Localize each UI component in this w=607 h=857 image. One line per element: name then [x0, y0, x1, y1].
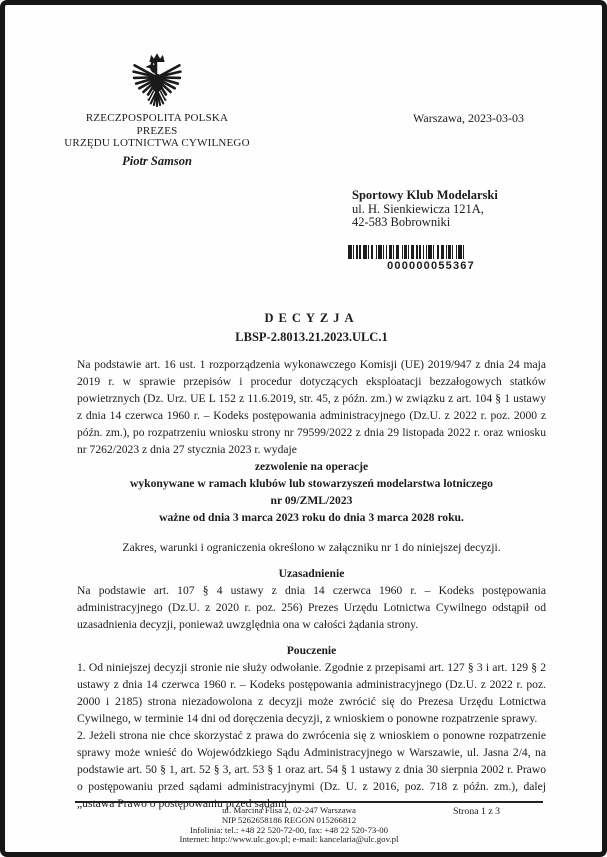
grant-line-4: ważne od dnia 3 marca 2023 roku do dnia 3 marca 2028 roku. [159, 511, 464, 524]
grant-line-2: wykonywane w ramach klubów lub stowarzyszeń modelarstwa lotniczego [130, 477, 493, 490]
grant-line-3: nr 09/ZML/2023 [270, 494, 353, 507]
authority-line-1: RZECZPOSPOLITA POLSKA [85, 112, 229, 124]
scope-note: Zakres, warunki i ograniczenia określono w załączniku nr 1 do niniejszej decyzji. [122, 541, 501, 554]
justification-heading: Uzasadnienie [278, 567, 345, 580]
footer-phones: Infolinia: tel.: +48 22 520-72-00, fax: +48 22 520-73-00 [189, 824, 389, 835]
place-and-date: Warszawa, 2023-03-03 [413, 111, 524, 125]
addressee-city: 42-583 Bobrowniki [352, 215, 451, 229]
grant-line-1: zezwolenie na operacje [254, 460, 369, 473]
authority-line-2: PREZES [136, 124, 178, 137]
decision-body [77, 310, 546, 812]
barcode-icon [348, 245, 514, 259]
footer-web-email: Internet: http://www.ulc.gov.pl; e-mail: kancelaria@ulc.gov.pl [179, 834, 399, 845]
addressee-block [352, 189, 498, 230]
footer-ids: NIP 5262658186 REGON 015266812 [221, 814, 357, 825]
polish-eagle-emblem-icon [132, 52, 182, 109]
footer-address: ul. Marcina Flisa 2, 02-247 Warszawa [222, 805, 356, 815]
addressee-name: Sportowy Klub Modelarski [352, 188, 498, 202]
legal-basis-paragraph: Na podstawie art. 16 ust. 1 rozporządzenia wykonawczego Komisji (UE) 2019/947 z dnia 24 maja 2019 r. w sprawie przepisów i procedur dotyczących eksploatacji bezzałogowych statków powietrznych (Dz. Urz. UE L 152 z 11.6.2019, str. 45, z późn. zm.) w związku z art. 104 § 1 ustawy z dnia 14 czerwca 1960 r. – Kodeks postępowania administracyjnego (Dz.U. z 2022 r. poz. 2000 z późn. zm.), po rozpatrzeniu wniosku strony nr 79599/2022 z dnia 29 listopada 2022 r. oraz wniosku nr 7262/2023 z dnia 27 stycznia 2023 r. wydaje [77, 358, 546, 456]
document-title: DECYZJA [264, 311, 359, 325]
issuing-authority [43, 112, 271, 150]
instruction-paragraph-1: 1. Od niniejszej decyzji stronie nie służy odwołanie. Zgodnie z przepisami art. 127 § 3 i art. 129 § 2 ustawy z dnia 14 czerwca 1960 r. – Kodeks postępowania administracyjnego (Dz.U. z 2022 r. poz. 2000 i 2185) strona niezadowolona z decyzji może zwrócić się do Prezesa Urzędu Lotnictwa Cywilnego, w terminie 14 dni od doręczenia decyzji, z wnioskiem o ponowne rozpatrzenie sprawy. [77, 661, 546, 725]
justification-paragraph: Na podstawie art. 107 § 4 ustawy z dnia 14 czerwca 1960 r. – Kodeks postępowania administracyjnego (Dz.U. z 2020 r. poz. 256) Prezes Urzędu Lotnictwa Cywilnego odstąpił od uzasadnienia decyzji, ponieważ uwzględnia ona w całości żądania strony. [77, 584, 546, 631]
instruction-heading: Pouczenie [286, 644, 337, 657]
authority-line-3: URZĘDU LOTNICTWA CYWILNEGO [64, 137, 250, 149]
footer-contact-block [77, 806, 501, 845]
page-indicator: Strona 1 z 3 [453, 806, 501, 817]
case-number: LBSP-2.8013.21.2023.ULC.1 [235, 330, 388, 344]
signatory-name: Piotr Samson [122, 154, 192, 168]
instruction-paragraph-2: 2. Jeżeli strona nie chce skorzystać z prawa do zwrócenia się z wnioskiem o ponowne rozpatrzenie sprawy może wnieść do Wojewódzkiego Sądu Administracyjnego w Warszawie, ul. Jasna 2/4, na podstawie art. 50 § 1, art. 52 § 3, art. 53 § 1 oraz art. 54 § 1 ustawy z dnia 30 sierpnia 2002 r. Prawo o postępowaniu przed sądami administracyjnymi (Dz. U. z 2016, poz. 718 z późn. zm.), dalej „ustawa Prawo o postępowaniu przed sądami [77, 729, 546, 810]
barcode-block [348, 245, 514, 272]
barcode-number: 000000055367 [387, 260, 475, 272]
addressee-street: ul. H. Sienkiewicza 121A, [352, 201, 484, 216]
footer-divider [75, 801, 543, 803]
